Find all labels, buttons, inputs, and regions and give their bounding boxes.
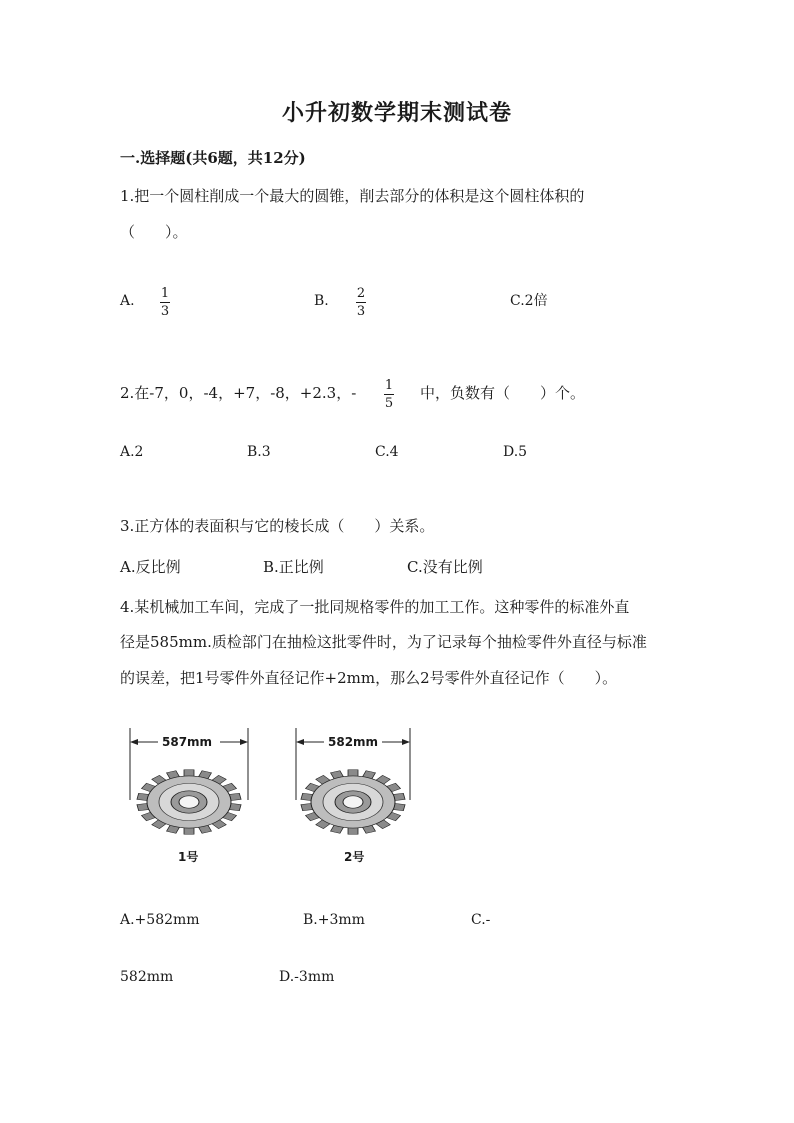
q1-option-b-fraction (356, 286, 366, 319)
q1-option-b-label: B. (314, 293, 329, 309)
q2-fraction (384, 378, 394, 411)
q2-option-a: A.2 (120, 444, 144, 460)
q3-option-b: B.正比例 (263, 558, 324, 576)
fraction-denominator: 5 (384, 396, 394, 411)
q4-option-c-part-2: 582mm (120, 969, 174, 985)
question-1-line-2: （ ）。 (120, 223, 188, 241)
fraction-numerator: 1 (384, 378, 394, 393)
q2-option-c: C.4 (375, 444, 399, 460)
question-4-line-3: 的误差，把1号零件外直径记作+2mm，那么2号零件外直径记作（ ）。 (120, 669, 618, 687)
q3-option-a: A.反比例 (120, 558, 181, 576)
gear-2-label: 2号 (344, 850, 365, 864)
gear-1-dimension: 587mm (162, 735, 213, 749)
question-4-line-2: 径是585mm.质检部门在抽检这批零件时，为了记录每个抽检零件外直径与标准 (120, 633, 647, 651)
q4-option-c-part-1: C.- (471, 912, 491, 928)
q1-option-a-fraction (160, 286, 170, 319)
fraction-numerator: 1 (160, 286, 170, 301)
page-title: 小升初数学期末测试卷 (281, 100, 512, 126)
fraction-denominator: 3 (356, 304, 366, 319)
q1-option-c: C.2倍 (510, 293, 548, 309)
q4-option-b: B.+3mm (303, 912, 365, 928)
fraction-denominator: 3 (160, 304, 170, 319)
gears-figure (118, 720, 418, 869)
section-heading: 一.选择题(共6题，共12分) (120, 149, 306, 167)
q2-option-b: B.3 (247, 444, 271, 460)
question-1-line-1: 1.把一个圆柱削成一个最大的圆锥，削去部分的体积是这个圆柱体积的 (120, 187, 585, 205)
fraction-numerator: 2 (356, 286, 366, 301)
gear-1-label: 1号 (178, 850, 199, 864)
gear-2-dimension: 582mm (328, 735, 379, 749)
q1-option-a-label: A. (120, 293, 135, 309)
q4-option-a: A.+582mm (120, 912, 200, 928)
question-2-text-after: 中，负数有（ ）个。 (420, 384, 586, 402)
question-4-line-1: 4.某机械加工车间，完成了一批同规格零件的加工工作。这种零件的标准外直 (120, 598, 630, 616)
q4-option-d: D.-3mm (279, 969, 335, 985)
question-3-text: 3.正方体的表面积与它的棱长成（ ）关系。 (120, 517, 435, 535)
q2-option-d: D.5 (503, 444, 528, 460)
q3-option-c: C.没有比例 (407, 558, 483, 576)
question-2-text-before: 2.在-7，0，-4，+7，-8，+2.3，- (120, 384, 357, 402)
